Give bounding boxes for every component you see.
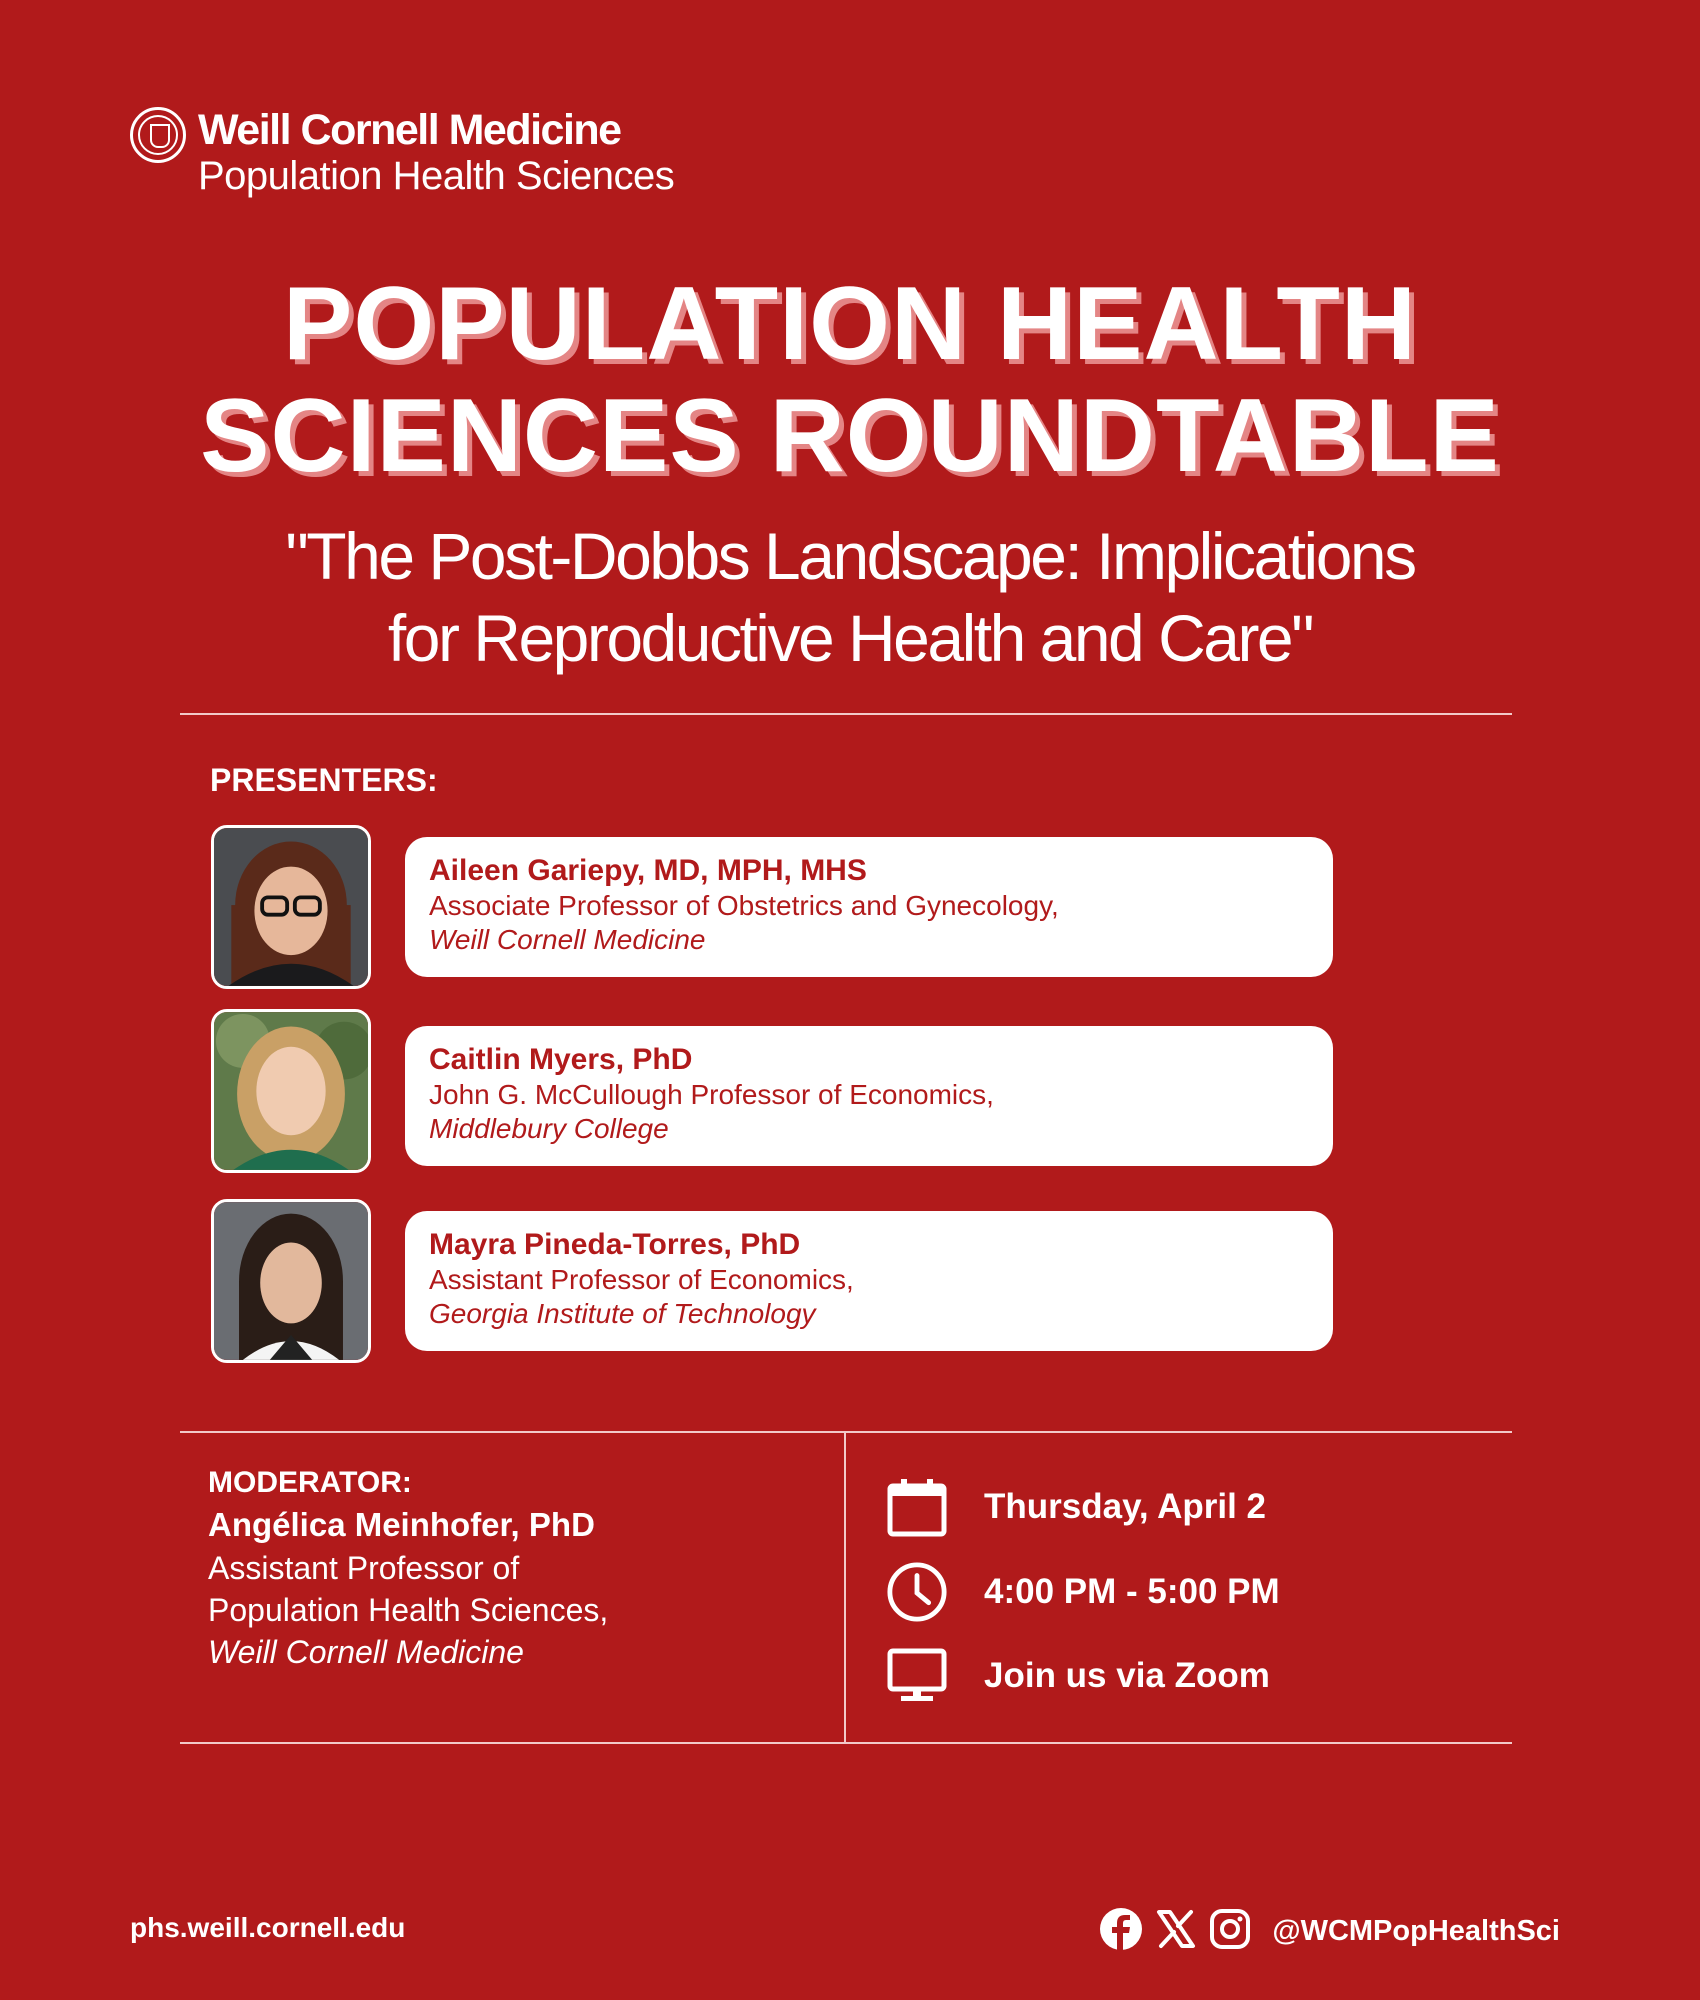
- presenters-label: PRESENTERS:: [210, 762, 438, 798]
- moderator-org: Weill Cornell Medicine: [208, 1634, 524, 1670]
- org-name: Weill Cornell Medicine: [198, 106, 621, 154]
- x-icon[interactable]: [1154, 1907, 1198, 1956]
- presenter-org: Middlebury College: [429, 1113, 669, 1144]
- presenter-card-2: [405, 1026, 1333, 1166]
- presenter-photo-2: [211, 1009, 371, 1173]
- presenter-photo-3: [211, 1199, 371, 1363]
- social-handle[interactable]: @WCMPopHealthSci: [1272, 1915, 1560, 1947]
- divider-middle: [180, 1431, 1512, 1433]
- clock-icon: [886, 1561, 948, 1623]
- presenter-name: Mayra Pineda-Torres, PhD: [429, 1228, 801, 1261]
- presenter-card-3: [405, 1211, 1333, 1351]
- logo: [130, 105, 674, 197]
- presenter-role: Associate Professor of Obstetrics and Gynecology,: [429, 890, 1059, 921]
- cornell-seal-icon: [130, 107, 186, 163]
- presenter-name: Caitlin Myers, PhD: [429, 1043, 693, 1076]
- moderator-label: MODERATOR:: [208, 1466, 412, 1499]
- event-subtitle: "The Post-Dobbs Landscape: Implications for Reproductive Health and Care": [285, 519, 1415, 675]
- divider-top: [180, 713, 1512, 715]
- divider-bottom: [180, 1742, 1512, 1744]
- event-time-text: 4:00 PM - 5:00 PM: [984, 1572, 1280, 1611]
- moderator-block: [208, 1463, 608, 1673]
- event-location: [886, 1645, 1270, 1707]
- moderator-name: Angélica Meinhofer, PhD: [208, 1506, 595, 1543]
- presenter-org: Weill Cornell Medicine: [429, 924, 706, 955]
- presenter-role: John G. McCullough Professor of Economics,: [429, 1079, 994, 1110]
- event-location-text: Join us via Zoom: [984, 1656, 1270, 1695]
- event-date: [886, 1476, 1266, 1538]
- calendar-icon: [886, 1476, 948, 1538]
- moderator-role-line2: Population Health Sciences,: [208, 1592, 609, 1628]
- presenter-name: Aileen Gariepy, MD, MPH, MHS: [429, 854, 867, 887]
- presenter-role: Assistant Professor of Economics,: [429, 1264, 854, 1295]
- divider-vertical: [844, 1431, 846, 1743]
- website-link[interactable]: phs.weill.cornell.edu: [130, 1912, 406, 1943]
- presenter-card-1: [405, 837, 1333, 977]
- event-date-text: Thursday, April 2: [984, 1487, 1266, 1526]
- facebook-icon[interactable]: [1098, 1906, 1144, 1957]
- instagram-icon[interactable]: [1208, 1907, 1252, 1956]
- social-links: [1098, 1906, 1560, 1957]
- event-time: [886, 1561, 1280, 1623]
- page-title: POPULATION HEALTH SCIENCES ROUNDTABLE: [200, 266, 1500, 494]
- moderator-role-line1: Assistant Professor of: [208, 1550, 520, 1586]
- dept-name: Population Health Sciences: [198, 154, 675, 198]
- presenter-photo-1: [211, 825, 371, 989]
- presenter-org: Georgia Institute of Technology: [429, 1298, 816, 1329]
- monitor-icon: [886, 1645, 948, 1707]
